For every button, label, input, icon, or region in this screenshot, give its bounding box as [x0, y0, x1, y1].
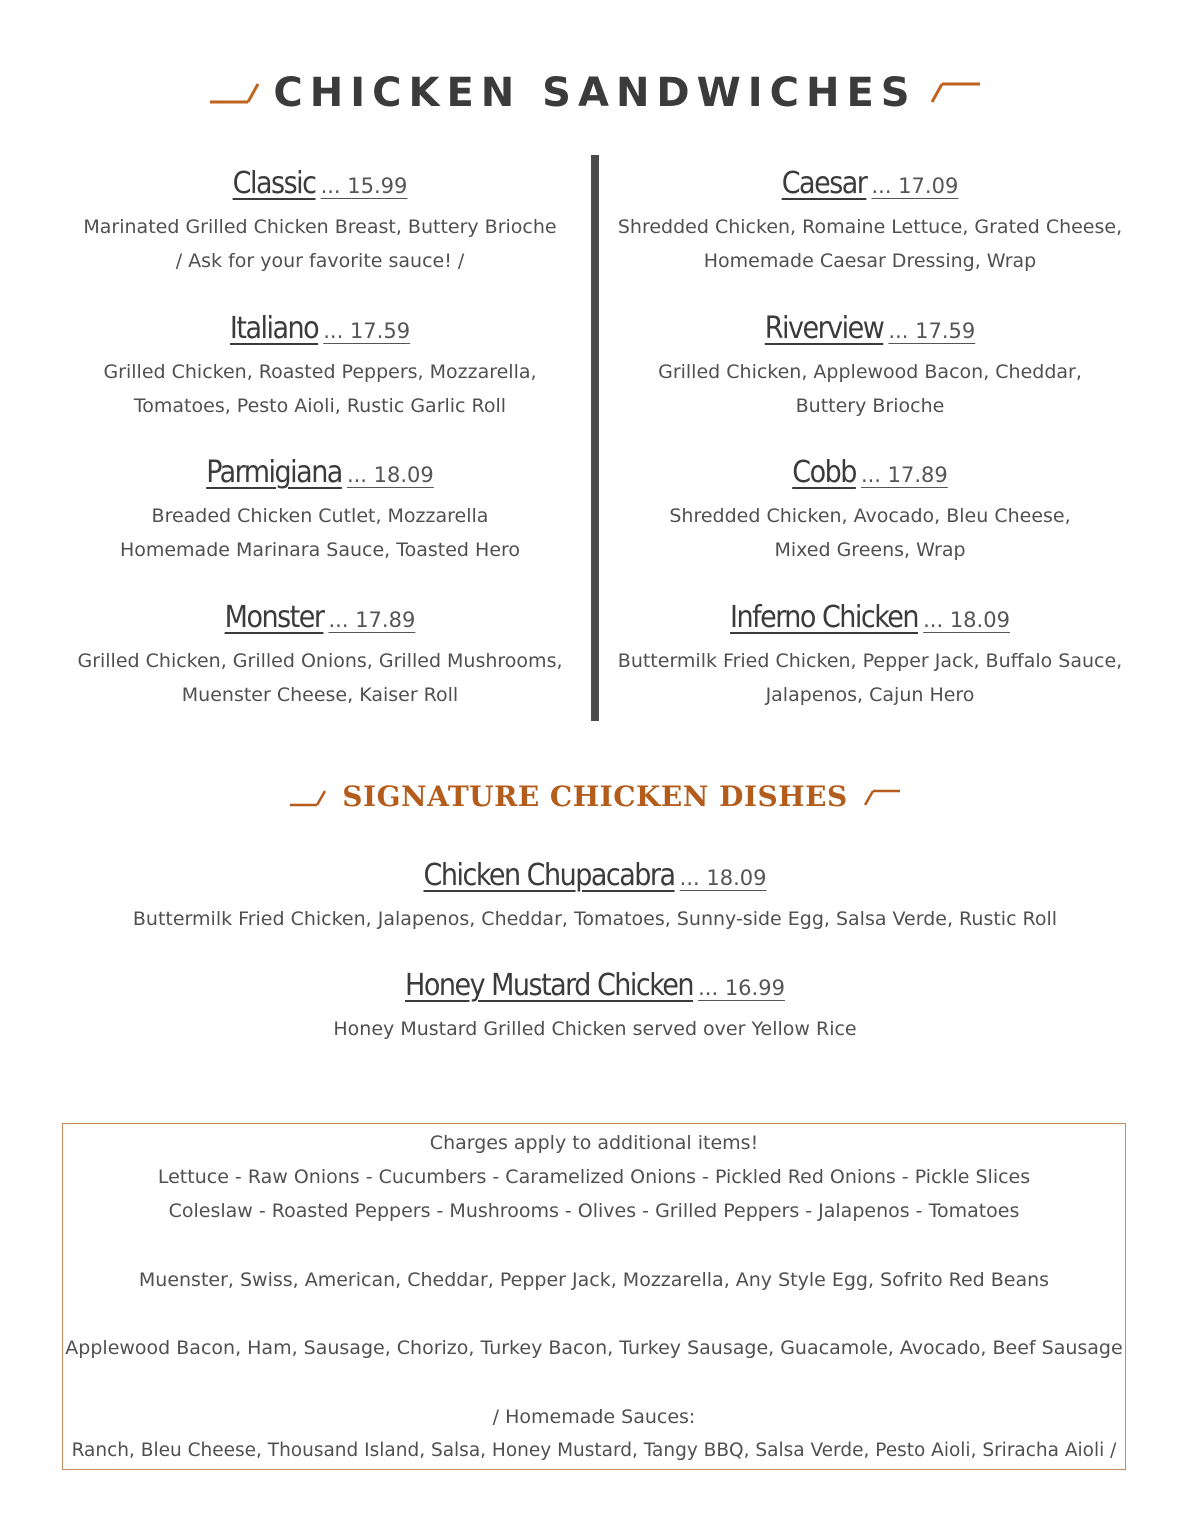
left-ornament-icon	[208, 78, 262, 108]
item-name: Monster	[224, 600, 324, 635]
menu-item-italiano	[60, 309, 580, 423]
description-line: Buttery Brioche	[795, 395, 945, 417]
item-price: ... 18.09	[346, 463, 434, 487]
description-line: Muenster Cheese, Kaiser Roll	[181, 684, 459, 706]
description-line: Shredded Chicken, Avocado, Bleu Cheese,	[669, 505, 1071, 527]
item-name: Riverview	[764, 311, 884, 346]
menu-item-cobb	[610, 453, 1130, 567]
menu-item-classic	[60, 164, 580, 278]
item-description	[610, 644, 1130, 712]
description-line: / Ask for your favorite sauce! /	[175, 250, 465, 272]
item-price: ... 15.99	[320, 174, 408, 198]
item-description	[610, 355, 1130, 423]
right-ornament-icon	[928, 78, 982, 108]
item-description	[60, 499, 580, 567]
description-line: Mixed Greens, Wrap	[774, 539, 966, 561]
item-name: Parmigiana	[206, 455, 342, 490]
menu-item-caesar	[610, 164, 1130, 278]
menu-item-honey-mustard-chicken	[0, 966, 1190, 1046]
menu-item-monster	[60, 598, 580, 712]
item-description	[60, 644, 580, 712]
item-price: ... 18.09	[923, 608, 1010, 632]
item-price: ... 16.99	[698, 976, 785, 1000]
item-description	[610, 499, 1130, 567]
extras-sauces-heading: / Homemade Sauces:	[492, 1405, 696, 1428]
item-description	[0, 1012, 1190, 1046]
item-price: ... 17.89	[860, 463, 948, 487]
item-name: Chicken Chupacabra	[423, 858, 675, 893]
extras-cheese-line: Muenster, Swiss, American, Cheddar, Pepper Jack, Mozzarella, Any Style Egg, Sofrito Red Beans	[138, 1268, 1050, 1291]
extras-toppings-line: Coleslaw - Roasted Peppers - Mushrooms - Olives - Grilled Peppers - Jalapenos - Tomatoes	[168, 1200, 1020, 1223]
main-header	[0, 70, 1190, 130]
item-description	[60, 355, 580, 423]
menu-item-chicken-chupacabra	[0, 856, 1190, 936]
description-line: Tomatoes, Pesto Aioli, Rustic Garlic Roll	[133, 395, 507, 417]
extras-note: Charges apply to additional items!	[429, 1132, 759, 1154]
description-line: Shredded Chicken, Romaine Lettuce, Grated Cheese,	[617, 216, 1123, 238]
item-description	[610, 210, 1130, 278]
description-line: Grilled Chicken, Roasted Peppers, Mozzarella,	[103, 361, 537, 383]
item-description	[60, 210, 580, 278]
signature-header	[0, 780, 1190, 824]
item-name: Classic	[232, 166, 316, 201]
description-line: Buttermilk Fried Chicken, Pepper Jack, Buffalo Sauce,	[617, 650, 1123, 672]
item-name: Italiano	[229, 311, 319, 346]
item-description	[0, 902, 1190, 936]
right-ornament-icon	[861, 785, 901, 809]
item-price: ... 18.09	[679, 866, 767, 890]
extras-spacer	[62, 1229, 1126, 1263]
extras-spacer	[62, 1365, 1126, 1399]
menu-item-riverview	[610, 309, 1130, 423]
item-price: ... 17.59	[888, 319, 976, 343]
description-line: Buttermilk Fried Chicken, Jalapenos, Cheddar, Tomatoes, Sunny-side Egg, Salsa Verde, Rustic Roll	[132, 908, 1058, 930]
description-line: Breaded Chicken Cutlet, Mozzarella	[151, 505, 489, 527]
item-name: Caesar	[781, 166, 867, 201]
description-line: Marinated Grilled Chicken Breast, Buttery Brioche	[83, 216, 557, 238]
description-line: Grilled Chicken, Applewood Bacon, Cheddar,	[658, 361, 1082, 383]
item-name: Inferno Chicken	[730, 600, 919, 635]
item-price: ... 17.59	[323, 319, 411, 343]
left-ornament-icon	[289, 785, 329, 809]
column-divider	[591, 155, 599, 721]
item-name: Cobb	[792, 455, 856, 490]
extras-toppings-line: Lettuce - Raw Onions - Cucumbers - Caramelized Onions - Pickled Red Onions - Pickle Slices	[157, 1166, 1031, 1189]
section-title: SIGNATURE CHICKEN DISHES	[342, 780, 848, 813]
extras-sauces-line: Ranch, Bleu Cheese, Thousand Island, Salsa, Honey Mustard, Tangy BBQ, Salsa Verde, Pesto Aioli, Sriracha Aioli /	[71, 1439, 1117, 1461]
menu-item-parmigiana	[60, 453, 580, 567]
item-price: ... 17.89	[328, 608, 416, 632]
item-name: Honey Mustard Chicken	[405, 968, 694, 1003]
description-line: Honey Mustard Grilled Chicken served over Yellow Rice	[333, 1018, 857, 1040]
description-line: Homemade Marinara Sauce, Toasted Hero	[119, 539, 521, 561]
extras-list	[62, 1126, 1126, 1468]
menu-item-inferno-chicken	[610, 598, 1130, 712]
extras-spacer	[62, 1297, 1126, 1331]
description-line: Grilled Chicken, Grilled Onions, Grilled Mushrooms,	[77, 650, 563, 672]
description-line: Homemade Caesar Dressing, Wrap	[703, 250, 1037, 272]
page-title: CHICKEN SANDWICHES	[273, 70, 917, 116]
extras-meats-line: Applewood Bacon, Ham, Sausage, Chorizo, Turkey Bacon, Turkey Sausage, Guacamole, Avocado, Beef Sausage	[65, 1337, 1123, 1360]
item-price: ... 17.09	[871, 174, 959, 198]
description-line: Jalapenos, Cajun Hero	[765, 684, 975, 706]
